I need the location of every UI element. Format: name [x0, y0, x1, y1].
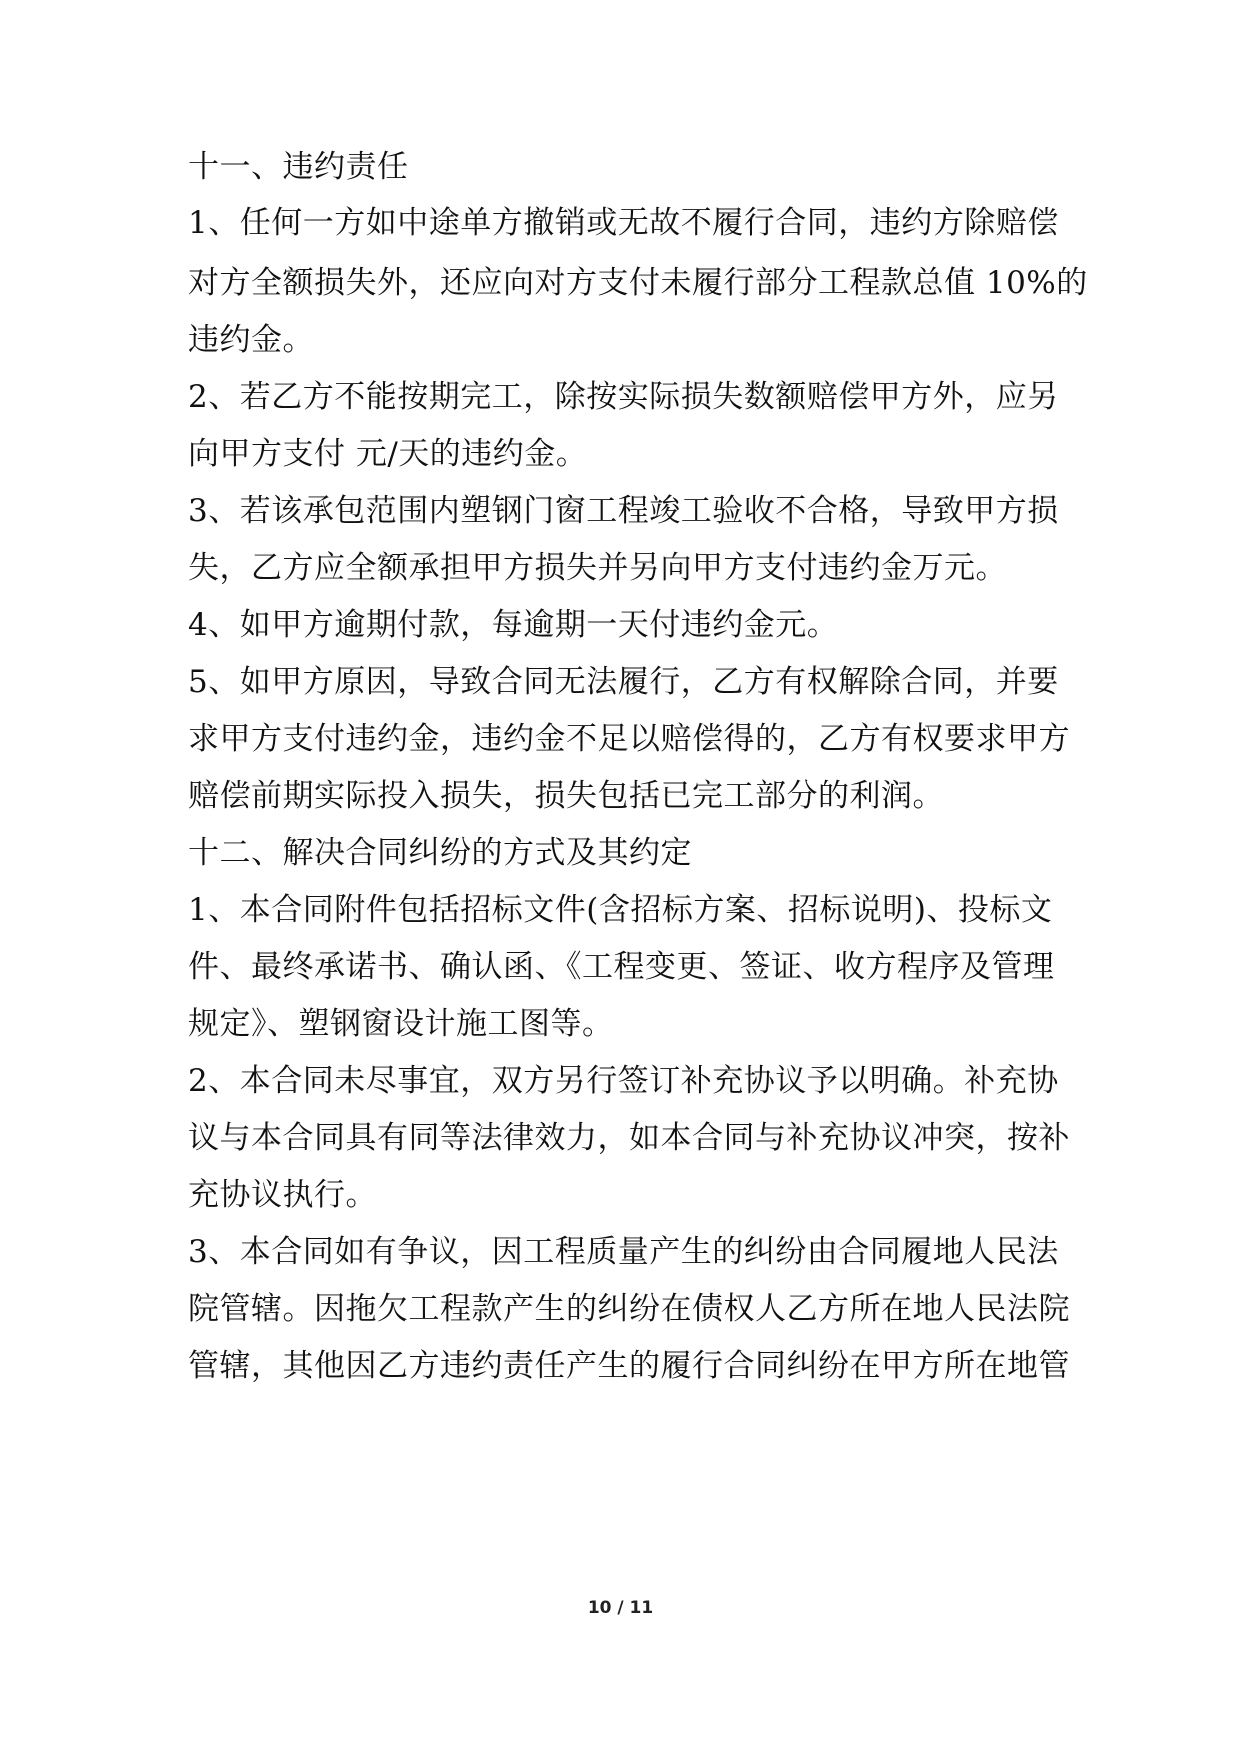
paragraph-line: 议与本合同具有同等法律效力，如本合同与补充协议冲突，按补: [188, 1120, 1070, 1156]
paragraph-line: 1、本合同附件包括招标文件(含招标方案、招标说明)、投标文: [188, 892, 1053, 928]
paragraph-line: 5、如甲方原因，导致合同无法履行，乙方有权解除合同，并要: [188, 664, 1059, 700]
page-number: 10 / 11: [587, 1598, 654, 1618]
paragraph-line: 2、若乙方不能按期完工，除按实际损失数额赔偿甲方外，应另: [188, 379, 1059, 415]
paragraph-line: 对方全额损失外，还应向对方支付未履行部分工程款总值 10%的: [188, 265, 1088, 301]
paragraph-line: 管辖，其他因乙方违约责任产生的履行合同纠纷在甲方所在地管: [188, 1348, 1070, 1384]
paragraph-line: 违约金。: [188, 322, 314, 358]
paragraph-line: 赔偿前期实际投入损失，损失包括已完工部分的利润。: [188, 778, 944, 814]
paragraph-line: 院管辖。因拖欠工程款产生的纠纷在债权人乙方所在地人民法院: [188, 1291, 1070, 1327]
paragraph-line: 求甲方支付违约金，违约金不足以赔偿得的，乙方有权要求甲方: [188, 721, 1070, 757]
paragraph-line: 充协议执行。: [188, 1177, 377, 1213]
paragraph-line: 向甲方支付 元/天的违约金。: [188, 436, 588, 472]
paragraph-line: 1、任何一方如中途单方撤销或无故不履行合同，违约方除赔偿: [188, 205, 1059, 241]
paragraph-line: 4、如甲方逾期付款，每逾期一天付违约金元。: [188, 607, 839, 643]
paragraph-line: 2、本合同未尽事宜，双方另行签订补充协议予以明确。补充协: [188, 1063, 1059, 1099]
section-heading-11: 十一、违约责任: [188, 149, 409, 185]
section-heading-12: 十二、解决合同纠纷的方式及其约定: [188, 835, 692, 871]
paragraph-line: 规定》、塑钢窗设计施工图等。: [188, 1006, 614, 1042]
paragraph-line: 件、最终承诺书、确认函、《工程变更、签证、收方程序及管理: [188, 949, 1055, 985]
paragraph-line: 3、若该承包范围内塑钢门窗工程竣工验收不合格，导致甲方损: [188, 493, 1059, 529]
paragraph-line: 3、本合同如有争议，因工程质量产生的纠纷由合同履地人民法: [188, 1234, 1059, 1270]
paragraph-line: 失，乙方应全额承担甲方损失并另向甲方支付违约金万元。: [188, 550, 1007, 586]
